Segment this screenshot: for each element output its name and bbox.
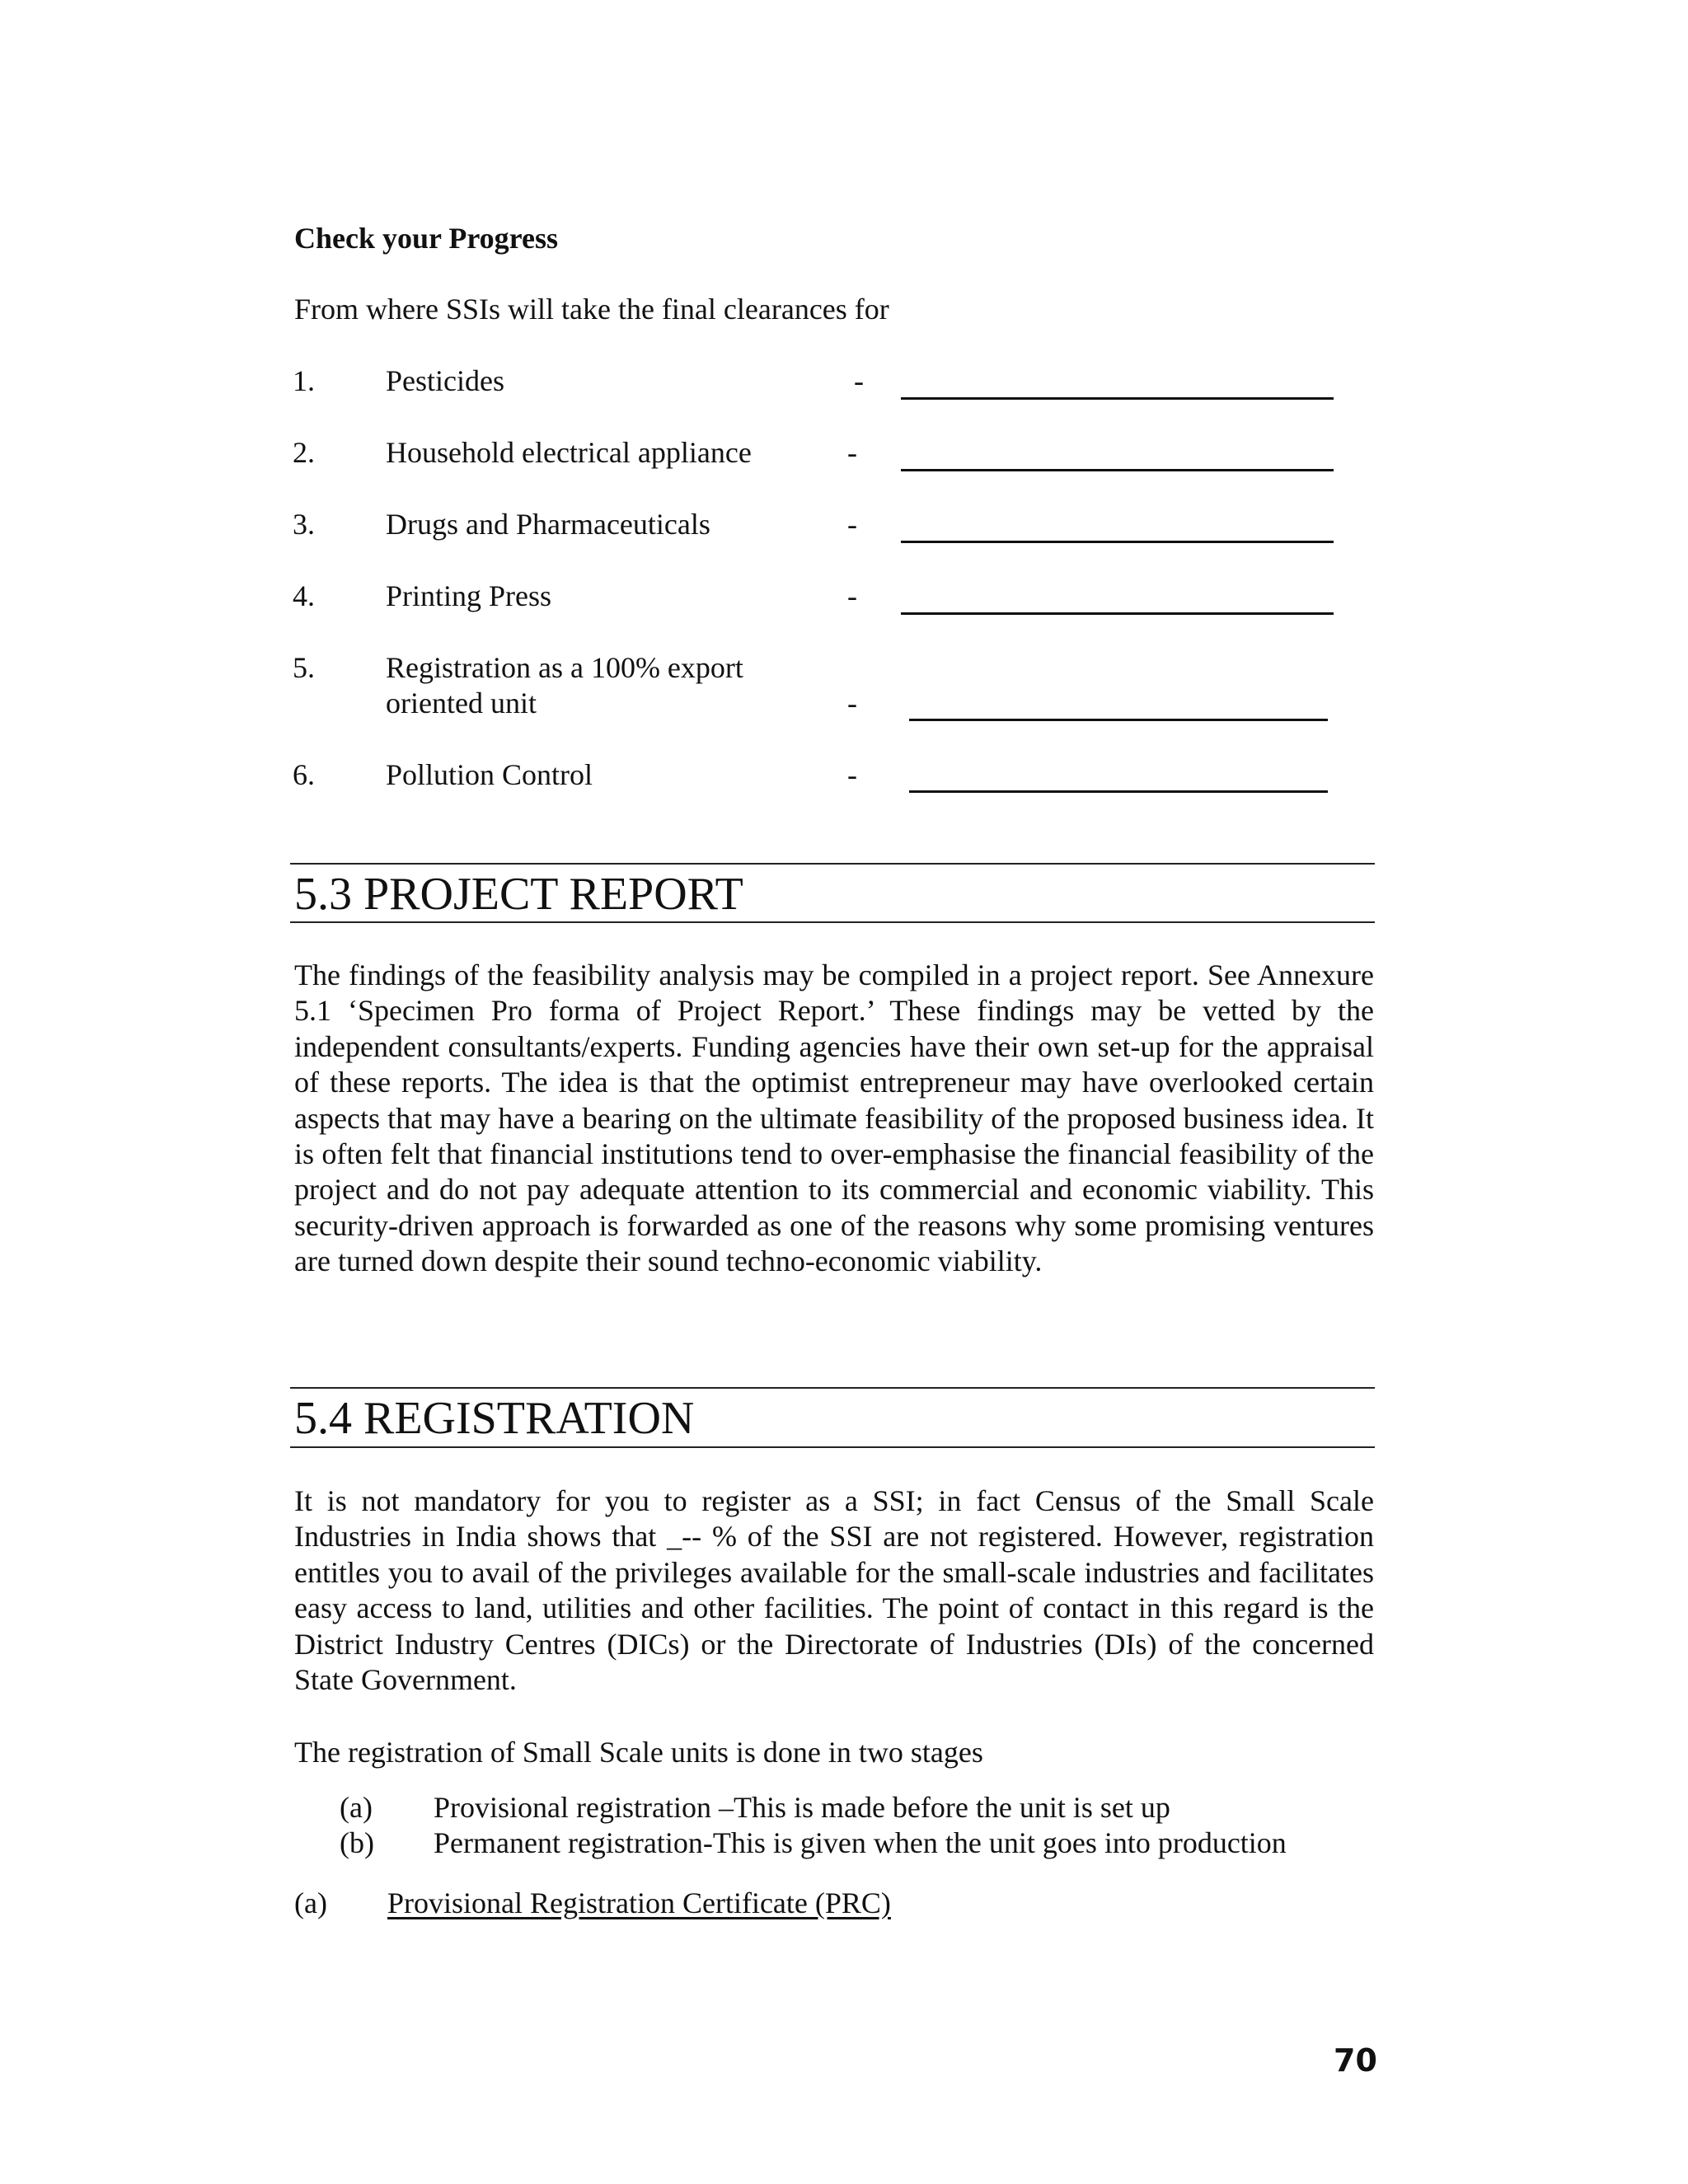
answer-blank[interactable]	[909, 719, 1328, 721]
item-number: 5.	[293, 651, 315, 684]
item-number: 6.	[293, 758, 315, 791]
answer-blank[interactable]	[901, 541, 1334, 543]
item-label: Printing Press	[386, 579, 552, 612]
item-dash: -	[847, 687, 857, 719]
answer-blank[interactable]	[901, 397, 1334, 400]
item-label-line1: Registration as a 100% export	[386, 651, 743, 684]
stages-intro: The registration of Small Scale units is done in two stages	[294, 1736, 983, 1769]
heading-rule-bottom	[290, 1446, 1375, 1448]
item-dash: -	[847, 436, 857, 469]
item-label: Household electrical appliance	[386, 436, 752, 469]
page-number: 70	[1334, 2042, 1377, 2079]
list-label: (b)	[340, 1826, 374, 1859]
answer-blank[interactable]	[909, 790, 1328, 793]
list-label: (a)	[340, 1791, 373, 1824]
subsection-label: (a)	[294, 1886, 327, 1919]
heading-rule-bottom	[290, 921, 1375, 923]
heading-rule-top	[290, 1387, 1375, 1389]
section-heading: 5.4 REGISTRATION	[294, 1393, 695, 1444]
item-dash: -	[854, 364, 864, 397]
item-label-line2: oriented unit	[386, 687, 537, 719]
subsection-title: Provisional Registration Certificate (PRC)	[387, 1886, 891, 1919]
item-number: 1.	[293, 364, 315, 397]
progress-title: Check your Progress	[294, 222, 558, 255]
progress-intro: From where SSIs will take the final clearances for	[294, 293, 889, 326]
section-body: It is not mandatory for you to register as a SSI; in fact Census of the Small Scale Industries in India shows that _-- % of the SSI are not registered. However, registration entitles you to avail of the privileges available for the small-scale industries and facilitates easy access to land, utilities and other facilities. The point of contact in this regard is the District Industry Centres (DICs) or the Directorate of Industries (DIs) of the concerned State Government.	[294, 1484, 1374, 1697]
item-dash: -	[847, 508, 857, 541]
answer-blank[interactable]	[901, 469, 1334, 471]
item-number: 4.	[293, 579, 315, 612]
item-dash: -	[847, 758, 857, 791]
item-number: 3.	[293, 508, 315, 541]
item-label: Pesticides	[386, 364, 504, 397]
list-text: Provisional registration –This is made before the unit is set up	[434, 1791, 1170, 1824]
answer-blank[interactable]	[901, 612, 1334, 615]
item-dash: -	[847, 579, 857, 612]
item-label: Pollution Control	[386, 758, 593, 791]
section-heading: 5.3 PROJECT REPORT	[294, 869, 743, 920]
heading-rule-top	[290, 863, 1375, 865]
section-body: The findings of the feasibility analysis may be compiled in a project report. See Annexure 5.1 ‘Specimen Pro forma of Project Report.’ These findings may be vetted by the independent consultants/experts. Funding agencies have their own set-up for the appraisal of these reports. The idea is that the optimist entrepreneur may have overlooked certain aspects that may have a bearing on the ultimate feasibility of the proposed business idea. It is often felt that financial institutions tend to over-emphasise the financial feasibility of the project and do not pay adequate attention to its commercial and economic viability. This security-driven approach is forwarded as one of the reasons why some promising ventures are turned down despite their sound techno-economic viability.	[294, 958, 1374, 1278]
item-label: Drugs and Pharmaceuticals	[386, 508, 710, 541]
list-text: Permanent registration-This is given when the unit goes into production	[434, 1826, 1287, 1859]
item-number: 2.	[293, 436, 315, 469]
